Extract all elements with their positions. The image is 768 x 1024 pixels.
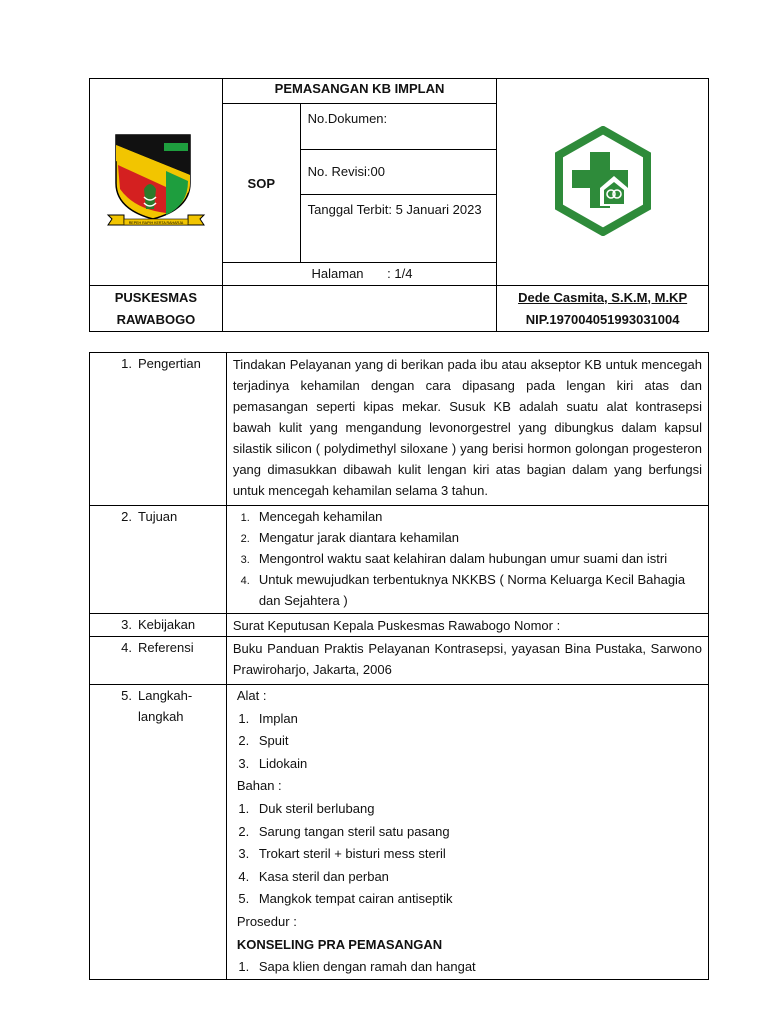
section-row-tujuan bbox=[90, 506, 709, 614]
puskesmas-logo-icon bbox=[548, 126, 658, 236]
alat-label: Alat : bbox=[236, 688, 267, 703]
regency-logo-cell bbox=[90, 79, 223, 286]
halaman-cell bbox=[222, 263, 496, 286]
regency-emblem-icon bbox=[104, 131, 208, 231]
section-number: 4. bbox=[121, 640, 132, 655]
signer-nip: NIP.197004051993031004 bbox=[525, 311, 680, 327]
list-item: 4. Kasa steril dan perban bbox=[253, 866, 702, 889]
document-title: PEMASANGAN KB IMPLAN bbox=[222, 79, 496, 104]
section-number: 2. bbox=[121, 509, 132, 524]
list-item: 1. Mencegah kehamilan bbox=[253, 506, 702, 527]
referensi-text: Buku Panduan Praktis Pelayanan Kontrasepsi, yayasan Bina Pustaka, Sarwono Prawiroharjo, Jakarta, 2006 bbox=[226, 637, 708, 685]
sop-label: SOP bbox=[222, 104, 300, 263]
pengertian-text: Tindakan Pelayanan yang di berikan pada ibu atau akseptor KB untuk mencegah terjadinya kehamilan dengan cara dipasang pada lengan kiri atas dan pemasangan seperti kipas mekar. Susuk KB adalah suatu alat kontrasepsi bawah kulit yang mengandung levonorgestrel yang dibungkus dalam kapsul silastik silicon ( polydimethyl siloxane ) yang berisi hormon golongan progesteron yang dimasukkan dibawah kulit lengan kiri atas bagian dalam yang berfungsi untuk mencegah kehamilan selama 3 tahun. bbox=[226, 353, 708, 506]
list-item: 4. Untuk mewujudkan terbentuknya NKKBS ( Norma Keluarga Kecil Bahagia dan Sejahtera ) bbox=[253, 569, 702, 611]
section-label-line2: langkah bbox=[138, 709, 184, 724]
list-item: 2. Spuit bbox=[253, 730, 702, 753]
list-item: 3. Lidokain bbox=[253, 753, 702, 776]
section-row-langkah bbox=[90, 685, 709, 980]
list-item: 1. Implan bbox=[253, 708, 702, 731]
list-item: 3. Trokart steril + bisturi mess steril bbox=[253, 843, 702, 866]
section-number: 5. bbox=[121, 688, 132, 703]
halaman-value: : 1/4 bbox=[387, 266, 413, 281]
section-label: Referensi bbox=[138, 640, 194, 655]
list-item: 2. Sarung tangan steril satu pasang bbox=[253, 821, 702, 844]
section-label: Kebijakan bbox=[138, 617, 196, 632]
no-revisi: No. Revisi:00 bbox=[300, 150, 497, 195]
prosedur-label: Prosedur : bbox=[236, 913, 297, 929]
list-item: 1. Sapa klien dengan ramah dan hangat bbox=[253, 956, 702, 979]
section-label: Pengertian bbox=[138, 356, 201, 371]
section-label-cell bbox=[90, 506, 227, 614]
section-label-cell bbox=[90, 685, 227, 980]
section-label-line1: Langkah- bbox=[138, 688, 193, 703]
section-row-referensi bbox=[90, 637, 709, 685]
halaman-label: Halaman bbox=[311, 266, 364, 281]
sop-header-table bbox=[89, 78, 709, 332]
sop-content-table bbox=[89, 352, 709, 980]
section-row-pengertian bbox=[90, 353, 709, 506]
org-name-line2: RAWABOGO bbox=[116, 311, 196, 327]
tujuan-cell bbox=[226, 506, 708, 614]
empty-footer-cell bbox=[222, 286, 496, 332]
section-number: 3. bbox=[121, 617, 132, 632]
org-name-line1: PUSKESMAS bbox=[114, 289, 198, 305]
org-name-cell bbox=[90, 286, 223, 332]
health-logo-cell bbox=[497, 79, 709, 286]
tanggal-terbit: Tanggal Terbit: 5 Januari 2023 bbox=[300, 195, 497, 263]
tujuan-list bbox=[227, 506, 702, 611]
bahan-label: Bahan : bbox=[236, 778, 282, 794]
section-row-kebijakan bbox=[90, 614, 709, 637]
list-item: 3. Mengontrol waktu saat kelahiran dalam hubungan umur suami dan istri bbox=[253, 548, 702, 569]
bahan-list bbox=[237, 798, 702, 911]
emblem-banner-text: REPEH RAPIH KERTA RAHARJA bbox=[128, 220, 184, 225]
section-label bbox=[138, 685, 192, 727]
section-label: Tujuan bbox=[138, 509, 178, 524]
section-label-cell bbox=[90, 614, 227, 637]
kebijakan-text: Surat Keputusan Kepala Puskesmas Rawabogo Nomor : bbox=[226, 614, 708, 637]
langkah-cell bbox=[226, 685, 708, 980]
signer-name: Dede Casmita, S.K.M, M.KP bbox=[518, 289, 688, 305]
konseling-heading: KONSELING PRA PEMASANGAN bbox=[236, 936, 443, 952]
list-item: 2. Mengatur jarak diantara kehamilan bbox=[253, 527, 702, 548]
section-label-cell bbox=[90, 353, 227, 506]
no-dokumen: No.Dokumen: bbox=[300, 104, 497, 150]
alat-list bbox=[237, 708, 702, 776]
section-number: 1. bbox=[121, 356, 132, 371]
konseling-list bbox=[237, 956, 702, 979]
list-item: 1. Duk steril berlubang bbox=[253, 798, 702, 821]
list-item: 5. Mangkok tempat cairan antiseptik bbox=[253, 888, 702, 911]
signer-cell bbox=[497, 286, 709, 332]
section-label-cell bbox=[90, 637, 227, 685]
